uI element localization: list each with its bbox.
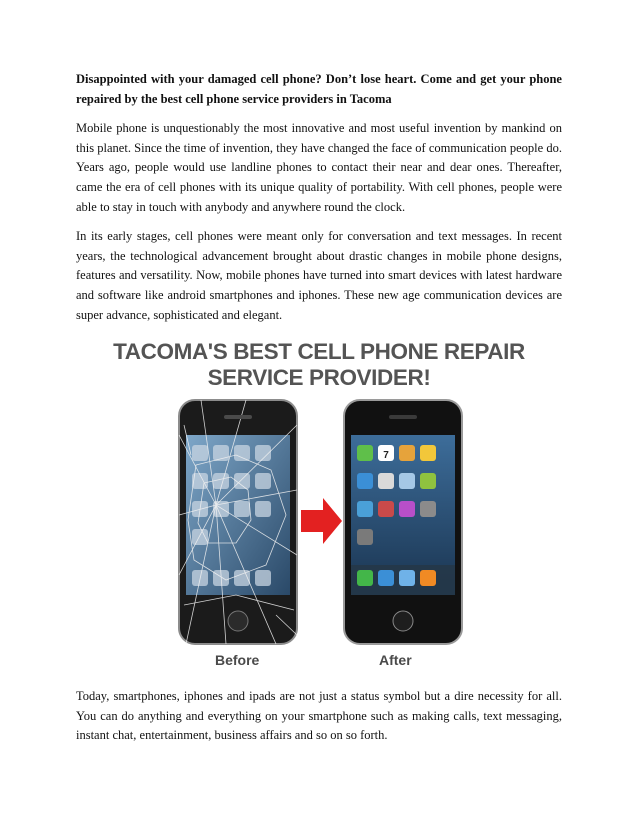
paragraph-1: Mobile phone is unquestionably the most innovative and most useful invention by mankind on this planet. Since the time of invention, they have changed the face of communication people do. Years ago, people would use landline phones to contact their near and dear ones. Thereafter, came the era of cell phones with its unique quality of portability. With cell phones, people were able to stay in touch with anybody and anywhere round the clock. xyxy=(76,121,562,214)
paragraph-3: Today, smartphones, iphones and ipads are not just a status symbol but a dire necessity for all. You can do anything and everything on your smartphone such as making calls, text messaging, instant chat, entertainment, business affairs and so on so forth. xyxy=(76,689,562,743)
caption-before: Before xyxy=(215,652,260,669)
figure-title-line-2: SERVICE PROVIDER! xyxy=(207,365,431,391)
broken-phone xyxy=(179,400,297,644)
right-arrow-icon xyxy=(301,498,342,544)
phones-graphic xyxy=(76,395,562,647)
paragraph-2: In its early stages, cell phones were meant only for conversation and text messages. In recent years, the technological advancement brought about drastic changes in mobile phone designs, features and versatility. Now, mobile phones have turned into smart devices with latest hardware and software like android smartphones and iphones. These new age communication devices are super advance, sophisticated and elegant. xyxy=(76,229,562,322)
figure-title-line-1: TACOMA'S BEST CELL PHONE REPAIR xyxy=(113,339,525,365)
repair-illustration xyxy=(76,335,562,675)
document-page xyxy=(76,70,562,756)
calendar-day: 7 xyxy=(383,450,389,462)
repaired-phone xyxy=(344,400,462,644)
article-heading: Disappointed with your damaged cell phone? Don’t lose heart. Come and get your phone repaired by the best cell phone service providers in Tacoma xyxy=(76,72,562,106)
caption-after: After xyxy=(379,652,412,669)
